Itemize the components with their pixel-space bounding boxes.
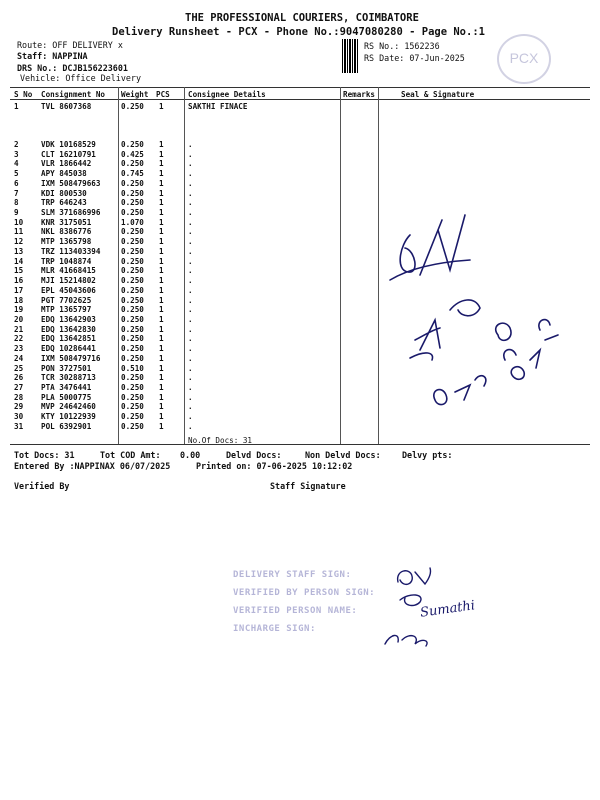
cell-consignment: PLA 5000775 bbox=[41, 392, 92, 402]
stamp-line-4: INCHARGE SIGN: bbox=[233, 624, 316, 634]
cell-sno: 12 bbox=[14, 237, 24, 247]
cell-weight: 0.250 bbox=[121, 178, 144, 188]
cell-pcs: 1 bbox=[159, 140, 164, 149]
cell-pcs: 1 bbox=[159, 276, 164, 286]
cell-pcs: 1 bbox=[159, 314, 164, 324]
cell-sno: 25 bbox=[14, 363, 24, 373]
cell-weight: 0.250 bbox=[121, 295, 144, 305]
cell-pcs: 1 bbox=[159, 363, 164, 373]
table-row bbox=[0, 169, 600, 179]
cell-pcs: 1 bbox=[159, 188, 164, 198]
cell-consignment: MLR 41668415 bbox=[41, 266, 96, 276]
cell-pcs: 1 bbox=[159, 169, 164, 179]
cell-consignee: . bbox=[188, 373, 193, 383]
cell-consignment: KDI 800530 bbox=[41, 188, 87, 198]
cell-weight: 0.250 bbox=[121, 285, 144, 295]
cell-sno: 20 bbox=[14, 314, 24, 324]
cell-consignment: EDQ 13642903 bbox=[41, 314, 96, 324]
cell-pcs: 1 bbox=[159, 237, 164, 247]
rs-date: RS Date: 07-Jun-2025 bbox=[364, 53, 465, 63]
cell-consignee: . bbox=[188, 412, 193, 422]
delvy-pts: Delvy pts: bbox=[402, 450, 453, 460]
cell-pcs: 1 bbox=[159, 412, 164, 422]
cell-weight: 0.250 bbox=[121, 159, 144, 169]
cell-consignment: TCR 30288713 bbox=[41, 373, 96, 383]
cell-consignment: TRP 646243 bbox=[41, 198, 87, 208]
table-row bbox=[0, 412, 600, 422]
printed-on: Printed on: 07-06-2025 10:12:02 bbox=[196, 461, 353, 471]
cell-weight: 0.250 bbox=[121, 227, 144, 237]
cell-consignment: MTP 1365797 bbox=[41, 305, 92, 315]
cell-sno: 31 bbox=[14, 421, 24, 431]
cell-consignee: . bbox=[188, 392, 193, 402]
pcx-stamp bbox=[497, 34, 551, 84]
cell-consignment: PGT 7702625 bbox=[41, 295, 92, 305]
rs-number: RS No.: 1562236 bbox=[364, 41, 440, 51]
cell-weight: 0.250 bbox=[121, 140, 144, 149]
cell-consignee: . bbox=[188, 353, 193, 363]
cell-weight: 0.250 bbox=[121, 344, 144, 354]
cell-sno: 6 bbox=[14, 178, 19, 188]
col-remarks: Remarks bbox=[343, 90, 376, 99]
cell-pcs: 1 bbox=[159, 102, 164, 111]
cell-consignee: . bbox=[188, 246, 193, 256]
cell-consignee: . bbox=[188, 237, 193, 247]
cell-consignment: VDK 10168529 bbox=[41, 140, 96, 149]
cell-pcs: 1 bbox=[159, 344, 164, 354]
entered-by: Entered By :NAPPINAX 06/07/2025 bbox=[14, 461, 171, 471]
cell-weight: 0.250 bbox=[121, 246, 144, 256]
cell-sno: 22 bbox=[14, 334, 24, 344]
cell-pcs: 1 bbox=[159, 208, 164, 218]
staff-label: Staff: NAPPINA bbox=[17, 51, 88, 61]
cell-weight: 0.250 bbox=[121, 256, 144, 266]
cell-pcs: 1 bbox=[159, 227, 164, 237]
route-label: Route: OFF DELIVERY x bbox=[17, 40, 123, 50]
cell-sno: 18 bbox=[14, 295, 24, 305]
cell-consignment: KTY 10122939 bbox=[41, 412, 96, 422]
table-header bbox=[0, 90, 600, 100]
handwritten-name: Sumathi bbox=[419, 598, 476, 621]
cell-sno: 13 bbox=[14, 246, 24, 256]
cell-sno: 27 bbox=[14, 383, 24, 392]
barcode-image bbox=[342, 39, 358, 73]
cell-weight: 0.250 bbox=[121, 324, 144, 334]
cell-weight: 0.745 bbox=[121, 169, 144, 179]
cell-sno: 1 bbox=[14, 102, 19, 111]
cell-consignment: MJI 15214802 bbox=[41, 276, 96, 286]
cell-pcs: 1 bbox=[159, 305, 164, 315]
stamp-line-3: VERIFIED PERSON NAME: bbox=[233, 606, 358, 616]
cell-consignee: . bbox=[188, 421, 193, 431]
cell-sno: 17 bbox=[14, 285, 24, 295]
pcx-stamp-text: PCX bbox=[509, 50, 539, 66]
col-weight: Weight bbox=[121, 90, 149, 99]
cell-pcs: 1 bbox=[159, 149, 164, 159]
company-name: THE PROFESSIONAL COURIERS, COIMBATORE bbox=[185, 12, 419, 24]
cell-sno: 5 bbox=[14, 169, 19, 179]
cell-weight: 0.250 bbox=[121, 276, 144, 286]
cell-weight: 0.250 bbox=[121, 334, 144, 344]
cell-consignee: . bbox=[188, 344, 193, 354]
cell-consignee: . bbox=[188, 266, 193, 276]
cell-sno: 26 bbox=[14, 373, 24, 383]
cell-sno: 4 bbox=[14, 159, 19, 169]
cell-consignee: . bbox=[188, 314, 193, 324]
cell-consignment: EDQ 13642851 bbox=[41, 334, 96, 344]
cell-sno: 28 bbox=[14, 392, 24, 402]
cell-weight: 0.250 bbox=[121, 237, 144, 247]
cell-weight: 0.250 bbox=[121, 198, 144, 208]
cell-weight: 0.250 bbox=[121, 402, 144, 412]
cell-consignment: SLM 371686996 bbox=[41, 208, 101, 218]
cell-pcs: 1 bbox=[159, 421, 164, 431]
handwritten-signature bbox=[380, 200, 580, 410]
cell-consignee: . bbox=[188, 208, 193, 218]
drs-number: DRS No.: DCJB156223601 bbox=[17, 63, 128, 73]
table-bottom-rule bbox=[10, 444, 590, 445]
cell-pcs: 1 bbox=[159, 392, 164, 402]
cell-consignment: EDQ 10286441 bbox=[41, 344, 96, 354]
cell-consignment: KNR 3175051 bbox=[41, 217, 92, 227]
cell-consignment: PON 3727501 bbox=[41, 363, 92, 373]
cell-consignee: . bbox=[188, 149, 193, 159]
cell-pcs: 1 bbox=[159, 266, 164, 276]
cell-pcs: 1 bbox=[159, 285, 164, 295]
cell-sno: 11 bbox=[14, 227, 24, 237]
cell-pcs: 1 bbox=[159, 334, 164, 344]
cell-sno: 14 bbox=[14, 256, 24, 266]
cell-sno: 19 bbox=[14, 305, 24, 315]
delvd-docs: Delvd Docs: bbox=[226, 450, 282, 460]
cell-weight: 0.250 bbox=[121, 188, 144, 198]
cell-consignee: . bbox=[188, 227, 193, 237]
runsheet-title: Delivery Runsheet - PCX - Phone No.:9047080280 - Page No.:1 bbox=[112, 26, 485, 38]
cell-pcs: 1 bbox=[159, 383, 164, 392]
stamp-line-1: DELIVERY STAFF SIGN: bbox=[233, 570, 352, 580]
cell-consignment: TRP 1048874 bbox=[41, 256, 92, 266]
cell-consignment: CLT 16210791 bbox=[41, 149, 96, 159]
cell-weight: 0.425 bbox=[121, 149, 144, 159]
table-row bbox=[0, 150, 600, 160]
cell-consignee: . bbox=[188, 188, 193, 198]
cell-sno: 7 bbox=[14, 188, 19, 198]
cell-consignment: EDQ 13642830 bbox=[41, 324, 96, 334]
table-row bbox=[0, 159, 600, 169]
cell-pcs: 1 bbox=[159, 198, 164, 208]
cell-pcs: 1 bbox=[159, 402, 164, 412]
table-row bbox=[0, 102, 600, 112]
cell-weight: 0.510 bbox=[121, 363, 144, 373]
col-sno: S No bbox=[14, 90, 33, 99]
cell-sno: 8 bbox=[14, 198, 19, 208]
cell-weight: 0.250 bbox=[121, 392, 144, 402]
cell-sno: 3 bbox=[14, 149, 19, 159]
cell-sno: 2 bbox=[14, 140, 19, 149]
table-row bbox=[0, 422, 600, 432]
cell-consignee: . bbox=[188, 305, 193, 315]
cell-consignee: SAKTHI FINACE bbox=[188, 102, 248, 111]
cell-consignment: IXM 508479716 bbox=[41, 353, 101, 363]
cell-consignee: . bbox=[188, 295, 193, 305]
cell-pcs: 1 bbox=[159, 353, 164, 363]
vehicle-label: Vehicle: Office Delivery bbox=[20, 73, 142, 83]
cell-weight: 0.250 bbox=[121, 305, 144, 315]
cell-consignee: . bbox=[188, 363, 193, 373]
cell-consignment: APY 845038 bbox=[41, 169, 87, 179]
cell-sno: 16 bbox=[14, 276, 24, 286]
table-row bbox=[0, 140, 600, 150]
cell-weight: 0.250 bbox=[121, 208, 144, 218]
col-consignment: Consignment No bbox=[41, 90, 106, 99]
cell-pcs: 1 bbox=[159, 246, 164, 256]
cell-consignment: VLR 1866442 bbox=[41, 159, 92, 169]
cell-consignee: . bbox=[188, 324, 193, 334]
cell-weight: 0.250 bbox=[121, 373, 144, 383]
cell-consignee: . bbox=[188, 276, 193, 286]
cell-consignee: . bbox=[188, 169, 193, 179]
cell-consignee: . bbox=[188, 198, 193, 208]
cell-weight: 0.250 bbox=[121, 102, 144, 111]
cell-consignment: MVP 24642460 bbox=[41, 402, 96, 412]
cell-consignment: MTP 1365798 bbox=[41, 237, 92, 247]
cell-pcs: 1 bbox=[159, 373, 164, 383]
table-row bbox=[0, 179, 600, 189]
tot-cod-label: Tot COD Amt: bbox=[100, 450, 161, 460]
no-of-docs: No.Of Docs: 31 bbox=[188, 436, 253, 445]
table-top-rule bbox=[10, 87, 590, 88]
cell-consignee: . bbox=[188, 140, 193, 149]
cell-pcs: 1 bbox=[159, 217, 164, 227]
cell-pcs: 1 bbox=[159, 324, 164, 334]
cell-pcs: 1 bbox=[159, 295, 164, 305]
cell-consignee: . bbox=[188, 217, 193, 227]
cell-consignee: . bbox=[188, 256, 193, 266]
staff-signature: Staff Signature bbox=[270, 481, 346, 491]
cell-sno: 21 bbox=[14, 324, 24, 334]
cell-sno: 15 bbox=[14, 266, 24, 276]
tot-docs: Tot Docs: 31 bbox=[14, 450, 75, 460]
cell-weight: 0.250 bbox=[121, 353, 144, 363]
tot-cod-value: 0.00 bbox=[180, 450, 201, 460]
stamp-line-2: VERIFIED BY PERSON SIGN: bbox=[233, 588, 376, 598]
cell-sno: 23 bbox=[14, 344, 24, 354]
cell-consignment: TVL 8607368 bbox=[41, 102, 92, 111]
cell-consignment: TRZ 113403394 bbox=[41, 246, 101, 256]
cell-weight: 0.250 bbox=[121, 266, 144, 276]
cell-consignment: POL 6392901 bbox=[41, 421, 92, 431]
cell-pcs: 1 bbox=[159, 256, 164, 266]
cell-consignee: . bbox=[188, 402, 193, 412]
cell-pcs: 1 bbox=[159, 178, 164, 188]
cell-consignment: IXM 508479663 bbox=[41, 178, 101, 188]
cell-sno: 29 bbox=[14, 402, 24, 412]
cell-weight: 0.250 bbox=[121, 421, 144, 431]
cell-weight: 0.250 bbox=[121, 412, 144, 422]
cell-weight: 0.250 bbox=[121, 314, 144, 324]
cell-consignee: . bbox=[188, 334, 193, 344]
cell-consignee: . bbox=[188, 159, 193, 169]
col-pcs: PCS bbox=[156, 90, 170, 99]
non-delvd-docs: Non Delvd Docs: bbox=[305, 450, 381, 460]
cell-sno: 9 bbox=[14, 208, 19, 218]
cell-consignee: . bbox=[188, 383, 193, 392]
col-seal: Seal & Signature bbox=[401, 90, 475, 99]
cell-sno: 30 bbox=[14, 412, 24, 422]
table-row bbox=[0, 189, 600, 199]
cell-consignee: . bbox=[188, 178, 193, 188]
cell-consignee: . bbox=[188, 285, 193, 295]
cell-consignment: PTA 3476441 bbox=[41, 383, 92, 392]
cell-sno: 10 bbox=[14, 217, 24, 227]
cell-sno: 24 bbox=[14, 353, 24, 363]
cell-weight: 0.250 bbox=[121, 383, 144, 392]
cell-pcs: 1 bbox=[159, 159, 164, 169]
verified-by: Verified By bbox=[14, 481, 70, 491]
cell-consignment: NKL 8386776 bbox=[41, 227, 92, 237]
col-consignee: Consignee Details bbox=[188, 90, 266, 99]
cell-consignment: EPL 45043606 bbox=[41, 285, 96, 295]
cell-weight: 1.070 bbox=[121, 217, 144, 227]
